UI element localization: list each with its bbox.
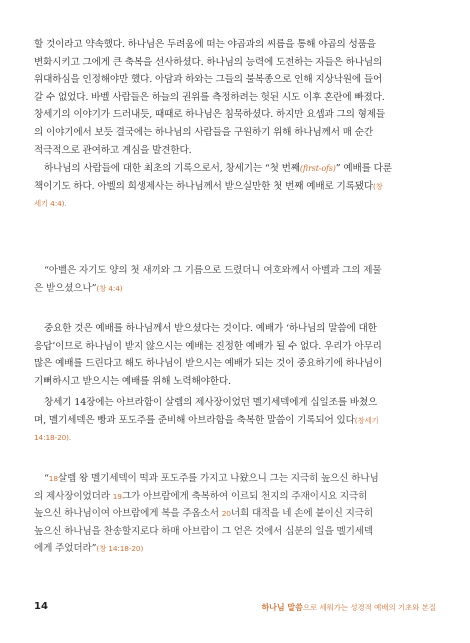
first-ofs-note: (first-ofs) [299,164,336,173]
quote-line: 높으신 하나님을 찬송할지로다 하매 아브람이 그 얻은 것에서 십분의 일을 멜기세덱 [34,525,373,537]
paragraph-line [34,429,438,447]
text-span: 그가 아브람에게 축복하여 이르되 천지의 주재이시요 지극히 [121,490,368,502]
paragraph-line [34,178,438,196]
text-span: 은 받으셨으나” [34,282,97,294]
paragraph-line: 중요한 것은 예배를 하나님께서 받으셨다는 것이다. 예배가 ‘하나님의 말씀에 대한 [44,323,377,334]
verse-number: 19 [112,491,122,501]
paragraph-line [34,160,438,178]
open-quote-mark: “ [44,473,49,484]
page-number: 14 [34,601,48,612]
scripture-reference: (창 4:4) [96,283,123,293]
quote-line [34,470,438,488]
quote-line [34,280,438,298]
quote-block-2 [34,470,438,558]
text-span: 책이기도 하다. 아벨의 희생제사는 하나님께서 받으실만한 첫 번째 예배로 기록됐다 [34,180,373,192]
scripture-reference: (창 14:18-20) [96,544,144,554]
text-span: 며, 멜기세덱은 빵과 포도주를 준비해 아브라함을 축복한 말씀이 기록되어 있다 [34,414,355,426]
scripture-reference: (창 [373,181,383,191]
quote-block-1 [34,262,438,297]
quote-line [34,505,438,523]
text-span: 하나님의 사람들에 대한 최초의 기록으로서, 창세기는 “첫 번째 [44,163,300,174]
paragraph-2 [34,160,438,213]
quote-line [34,540,438,558]
text-span: ” 예배를 다룬 [335,163,392,174]
text-span: 살렘 왕 멜기세덱이 떡과 포도주를 가지고 나왔으니 그는 지극히 높으신 하나님 [57,473,379,484]
paragraph-line: 응답’이므로 하나님이 받지 않으시는 예배는 진정한 예배가 될 수 없다. 우리가 아무리 [34,340,382,352]
scripture-reference: 14:18-20). [34,433,72,443]
paragraph-line: 갈 수 없었다. 바벨 사람들은 하늘의 권위를 측정하려는 헛된 시도 이후 혼란에 빠졌다. [34,91,385,103]
footer-title-rest: 으로 세워가는 성경적 예배의 기초와 본질 [302,603,436,612]
running-footer-title [261,602,436,613]
text-span: 너희 대적을 네 손에 붙이신 지극히 [230,508,373,520]
paragraph-line: 위대하심을 인정해야만 했다. 아담과 하와는 그들의 불복종으로 인해 지상낙원에 들어 [34,74,383,86]
paragraph-3 [34,320,438,390]
paragraph-line: 적극적으로 관여하고 계심을 발견한다. [34,144,192,156]
footer-title-strong: 하나님 말씀 [261,603,303,612]
paragraph-line: 할 것이라고 약속했다. 하나님은 두려움에 떠는 야곱과의 씨름을 통해 야곱의 성품을 [34,39,376,50]
paragraph-line: 많은 예배를 드린다고 해도 하나님이 받으시는 예배가 되는 것이 중요하기에 하나님이 [34,358,383,370]
paragraph-line: 변화시키고 그에게 큰 축복을 선사하셨다. 하나님의 능력에 도전하는 자들은 하나님의 [34,56,383,68]
paragraph-line [34,195,438,213]
text-span: 의 제사장이었더라 [34,490,113,502]
scripture-reference: 세기 4:4). [34,199,67,209]
paragraph-line: 의 이야기에서 보듯 결국에는 하나님의 사람들을 구원하기 위해 하나님께서 매 순간 [34,126,373,138]
text-span: 에게 주었더라” [34,543,97,555]
paragraph-line: 창세기 14장에는 아브라함이 살렘의 제사장이었던 멜기세덱에게 십일조를 바쳤으 [44,397,378,408]
paragraph-4 [34,394,438,447]
scripture-reference: (창세기 [354,415,379,425]
paragraph-line [34,412,438,430]
paragraph-line: 기뻐하시고 받으시는 예배를 위해 노력해야한다. [34,375,231,387]
verse-number: 18 [48,474,58,483]
quote-line: “아벨은 자기도 양의 첫 새끼와 그 기름으로 드렸더니 여호와께서 아벨과 그의 제물 [44,265,382,276]
paragraph-line: 창세기의 이야기가 드러내듯, 때때로 하나님은 침묵하셨다. 하지만 요셉과 그의 형제들 [34,109,386,121]
quote-line [34,488,438,506]
verse-number: 20 [221,509,231,519]
text-span: 높으신 하나님이여 아브람에게 복을 주옵소서 [34,508,222,520]
paragraph-1 [34,36,438,159]
